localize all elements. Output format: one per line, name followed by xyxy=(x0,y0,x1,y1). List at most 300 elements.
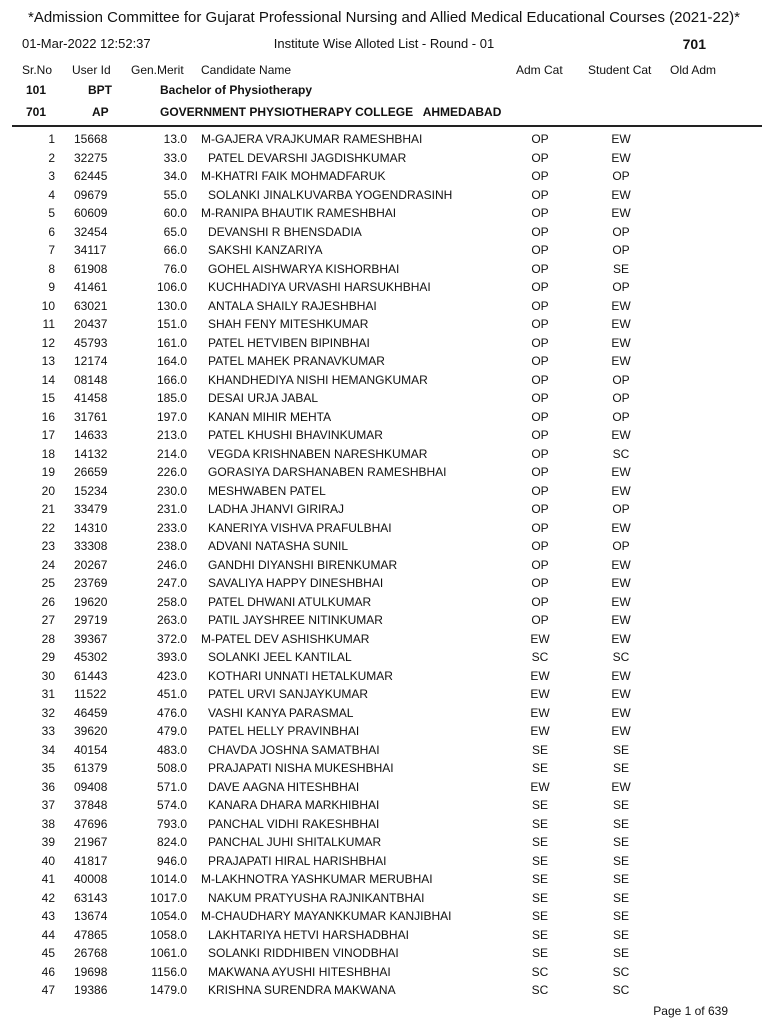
cell-gen-merit: 197.0 xyxy=(156,409,187,424)
cell-sr-no: 47 xyxy=(41,983,55,997)
cell-candidate-name: SOLANKI RIDDHIBEN VINODBHAI xyxy=(208,946,399,960)
table-row xyxy=(0,482,768,501)
cell-sr-no: 43 xyxy=(41,909,55,923)
table-row xyxy=(0,241,768,260)
cell-adm-cat: OP xyxy=(531,243,549,257)
cell-user-id: 11522 xyxy=(74,687,107,701)
table-row xyxy=(0,741,768,760)
cell-adm-cat: OP xyxy=(531,391,549,405)
cell-gen-merit: 571.0 xyxy=(156,779,187,794)
cell-student-cat: SE xyxy=(612,853,629,868)
cell-student-cat: SE xyxy=(612,798,629,812)
cell-student-cat: EW xyxy=(611,187,631,202)
cell-adm-cat: SE xyxy=(531,872,548,886)
cell-user-id: 47865 xyxy=(74,927,108,942)
cell-student-cat: SE xyxy=(612,946,629,960)
cell-student-cat: EW xyxy=(611,613,631,627)
cell-gen-merit: 479.0 xyxy=(156,724,187,738)
cell-candidate-name: LADHA JHANVI GIRIRAJ xyxy=(208,502,345,516)
cell-gen-merit: 1054.0 xyxy=(150,909,187,923)
cell-student-cat: EW xyxy=(611,132,631,146)
col-header-old-adm: Old Adm xyxy=(670,63,717,77)
cell-adm-cat: SE xyxy=(531,798,548,812)
cell-sr-no: 4 xyxy=(48,187,55,202)
cell-candidate-name: SAKSHI KANZARIYA xyxy=(208,243,323,257)
cell-adm-cat: OP xyxy=(531,150,549,165)
cell-user-id: 34117 xyxy=(74,243,107,257)
cell-gen-merit: 1058.0 xyxy=(150,927,187,942)
cell-candidate-name: DESAI URJA JABAL xyxy=(208,391,319,405)
cell-sr-no: 7 xyxy=(48,243,55,257)
cell-student-cat: SE xyxy=(612,261,629,276)
cell-user-id: 23769 xyxy=(74,576,108,590)
table-row xyxy=(0,815,768,834)
cell-student-cat: EW xyxy=(611,576,631,590)
cell-candidate-name: M-CHAUDHARY MAYANKKUMAR KANJIBHAI xyxy=(201,909,452,923)
cell-user-id: 41458 xyxy=(74,391,108,405)
cell-gen-merit: 226.0 xyxy=(156,465,187,479)
cell-sr-no: 28 xyxy=(41,631,55,646)
cell-user-id: 45302 xyxy=(74,650,108,664)
cell-user-id: 15668 xyxy=(74,132,108,146)
cell-adm-cat: OP xyxy=(531,335,549,350)
table-row xyxy=(0,574,768,593)
course-short: BPT xyxy=(88,83,112,97)
cell-sr-no: 12 xyxy=(41,335,55,350)
cell-user-id: 19386 xyxy=(74,983,108,997)
cell-gen-merit: 946.0 xyxy=(156,853,187,868)
table-row xyxy=(0,667,768,686)
cell-student-cat: EW xyxy=(611,317,631,331)
cell-sr-no: 45 xyxy=(41,946,55,960)
cell-gen-merit: 476.0 xyxy=(156,705,187,720)
cell-user-id: 33479 xyxy=(74,502,108,516)
cell-student-cat: SE xyxy=(612,909,629,923)
cell-gen-merit: 238.0 xyxy=(156,539,187,553)
cell-user-id: 09679 xyxy=(74,187,108,202)
cell-student-cat: SC xyxy=(612,983,630,997)
cell-sr-no: 34 xyxy=(41,742,55,757)
cell-candidate-name: M-RANIPA BHAUTIK RAMESHBHAI xyxy=(201,206,397,220)
cell-gen-merit: 483.0 xyxy=(156,742,187,757)
cell-user-id: 19698 xyxy=(74,964,108,979)
cell-user-id: 31761 xyxy=(74,409,108,424)
cell-user-id: 19620 xyxy=(74,594,108,609)
cell-candidate-name: PATEL DEVARSHI JAGDISHKUMAR xyxy=(208,150,407,165)
cell-adm-cat: OP xyxy=(531,465,549,479)
cell-user-id: 46459 xyxy=(74,705,108,720)
cell-student-cat: EW xyxy=(611,483,631,498)
cell-adm-cat: EW xyxy=(530,705,550,720)
cell-adm-cat: OP xyxy=(531,317,549,331)
cell-user-id: 26659 xyxy=(74,465,108,479)
cell-candidate-name: PANCHAL VIDHI RAKESHBHAI xyxy=(208,816,380,831)
cell-student-cat: SE xyxy=(612,761,629,775)
cell-adm-cat: OP xyxy=(531,372,549,387)
cell-gen-merit: 793.0 xyxy=(156,816,187,831)
cell-sr-no: 2 xyxy=(48,150,55,165)
cell-candidate-name: ANTALA SHAILY RAJESHBHAI xyxy=(208,298,377,313)
cell-candidate-name: MAKWANA AYUSHI HITESHBHAI xyxy=(208,964,391,979)
cell-gen-merit: 246.0 xyxy=(156,557,187,572)
table-row xyxy=(0,519,768,538)
cell-gen-merit: 1061.0 xyxy=(150,946,187,960)
allotment-table xyxy=(0,130,768,1000)
cell-candidate-name: KHANDHEDIYA NISHI HEMANGKUMAR xyxy=(208,372,428,387)
cell-sr-no: 8 xyxy=(48,261,55,276)
cell-user-id: 20437 xyxy=(74,317,108,331)
cell-sr-no: 24 xyxy=(41,557,55,572)
table-row xyxy=(0,278,768,297)
cell-student-cat: EW xyxy=(611,687,631,701)
table-row xyxy=(0,685,768,704)
institute-name: GOVERNMENT PHYSIOTHERAPY COLLEGE AHMEDABAD xyxy=(160,105,502,119)
table-row xyxy=(0,944,768,963)
cell-gen-merit: 1479.0 xyxy=(150,983,187,997)
col-header-sr: Sr.No xyxy=(22,63,53,77)
cell-user-id: 61443 xyxy=(74,668,108,683)
table-row xyxy=(0,167,768,186)
cell-gen-merit: 66.0 xyxy=(163,243,187,257)
cell-adm-cat: SE xyxy=(531,761,548,775)
cell-student-cat: OP xyxy=(612,409,630,424)
table-row xyxy=(0,260,768,279)
cell-candidate-name: PATEL HETVIBEN BIPINBHAI xyxy=(208,335,370,350)
cell-candidate-name: GANDHI DIYANSHI BIRENKUMAR xyxy=(208,557,398,572)
cell-candidate-name: SAVALIYA HAPPY DINESHBHAI xyxy=(208,576,384,590)
cell-gen-merit: 423.0 xyxy=(156,668,187,683)
cell-gen-merit: 574.0 xyxy=(156,798,187,812)
cell-candidate-name: DAVE AAGNA HITESHBHAI xyxy=(208,779,360,794)
cell-sr-no: 40 xyxy=(41,853,55,868)
cell-sr-no: 25 xyxy=(41,576,55,590)
table-row xyxy=(0,870,768,889)
cell-user-id: 39367 xyxy=(74,631,108,646)
table-row xyxy=(0,981,768,1000)
cell-sr-no: 9 xyxy=(48,280,55,294)
cell-user-id: 40154 xyxy=(74,742,108,757)
cell-adm-cat: EW xyxy=(530,687,550,701)
cell-candidate-name: PATIL JAYSHREE NITINKUMAR xyxy=(208,613,383,627)
cell-sr-no: 22 xyxy=(41,520,55,535)
cell-adm-cat: OP xyxy=(531,428,549,442)
cell-candidate-name: PATEL HELLY PRAVINBHAI xyxy=(208,724,360,738)
cell-gen-merit: 230.0 xyxy=(156,483,187,498)
cell-candidate-name: PRAJAPATI HIRAL HARISHBHAI xyxy=(208,853,387,868)
table-row xyxy=(0,556,768,575)
cell-gen-merit: 151.0 xyxy=(156,317,187,331)
table-row xyxy=(0,408,768,427)
cell-sr-no: 5 xyxy=(48,206,55,220)
cell-student-cat: OP xyxy=(612,224,630,239)
cell-student-cat: EW xyxy=(611,779,631,794)
cell-sr-no: 21 xyxy=(41,502,55,516)
cell-candidate-name: KANERIYA VISHVA PRAFULBHAI xyxy=(208,520,392,535)
col-header-student-cat: Student Cat xyxy=(588,63,652,77)
cell-adm-cat: OP xyxy=(531,446,549,461)
cell-gen-merit: 247.0 xyxy=(156,576,187,590)
page-indicator: Page 1 of 639 xyxy=(653,1004,728,1018)
cell-user-id: 14310 xyxy=(74,520,108,535)
cell-gen-merit: 508.0 xyxy=(156,761,187,775)
cell-candidate-name: PATEL URVI SANJAYKUMAR xyxy=(208,687,369,701)
cell-gen-merit: 824.0 xyxy=(156,835,187,849)
cell-adm-cat: SE xyxy=(531,927,548,942)
cell-student-cat: SC xyxy=(612,446,630,461)
cell-gen-merit: 161.0 xyxy=(156,335,187,350)
table-row xyxy=(0,759,768,778)
cell-student-cat: SE xyxy=(612,816,629,831)
cell-sr-no: 38 xyxy=(41,816,55,831)
cell-gen-merit: 130.0 xyxy=(156,298,187,313)
cell-gen-merit: 164.0 xyxy=(156,354,187,368)
table-row xyxy=(0,833,768,852)
cell-sr-no: 33 xyxy=(41,724,55,738)
cell-student-cat: EW xyxy=(611,668,631,683)
cell-student-cat: EW xyxy=(611,428,631,442)
cell-sr-no: 46 xyxy=(41,964,55,979)
cell-gen-merit: 33.0 xyxy=(163,150,187,165)
cell-user-id: 63143 xyxy=(74,890,108,905)
cell-adm-cat: OP xyxy=(531,409,549,424)
cell-sr-no: 36 xyxy=(41,779,55,794)
cell-student-cat: OP xyxy=(612,502,630,516)
cell-student-cat: SC xyxy=(612,650,630,664)
cell-user-id: 47696 xyxy=(74,816,108,831)
cell-adm-cat: SC xyxy=(531,983,549,997)
cell-student-cat: SC xyxy=(612,964,630,979)
table-row xyxy=(0,778,768,797)
table-row xyxy=(0,648,768,667)
cell-adm-cat: SC xyxy=(531,964,549,979)
cell-student-cat: SE xyxy=(612,927,629,942)
cell-gen-merit: 76.0 xyxy=(163,261,187,276)
cell-student-cat: OP xyxy=(612,539,630,553)
cell-sr-no: 29 xyxy=(41,650,55,664)
cell-user-id: 61908 xyxy=(74,261,108,276)
cell-candidate-name: VEGDA KRISHNABEN NARESHKUMAR xyxy=(208,446,428,461)
cell-sr-no: 11 xyxy=(42,317,55,331)
table-row xyxy=(0,389,768,408)
cell-student-cat: OP xyxy=(612,372,630,387)
cell-adm-cat: OP xyxy=(531,169,549,183)
table-row xyxy=(0,704,768,723)
cell-sr-no: 35 xyxy=(41,761,55,775)
table-row xyxy=(0,537,768,556)
cell-adm-cat: OP xyxy=(531,557,549,572)
cell-sr-no: 42 xyxy=(41,890,55,905)
cell-student-cat: OP xyxy=(612,169,630,183)
cell-student-cat: OP xyxy=(612,280,630,294)
table-row xyxy=(0,907,768,926)
cell-candidate-name: KOTHARI UNNATI HETALKUMAR xyxy=(208,668,393,683)
cell-candidate-name: M-LAKHNOTRA YASHKUMAR MERUBHAI xyxy=(201,872,433,886)
list-subtitle: Institute Wise Alloted List - Round - 01 xyxy=(273,36,495,51)
cell-user-id: 08148 xyxy=(74,372,108,387)
cell-adm-cat: SE xyxy=(531,853,548,868)
cell-student-cat: SE xyxy=(612,835,629,849)
cell-adm-cat: OP xyxy=(531,502,549,516)
cell-adm-cat: SE xyxy=(531,946,548,960)
cell-adm-cat: OP xyxy=(531,613,549,627)
cell-sr-no: 19 xyxy=(41,465,55,479)
cell-student-cat: EW xyxy=(611,705,631,720)
cell-candidate-name: M-PATEL DEV ASHISHKUMAR xyxy=(201,631,370,646)
cell-candidate-name: SHAH FENY MITESHKUMAR xyxy=(208,317,369,331)
cell-sr-no: 14 xyxy=(41,372,55,387)
cell-candidate-name: SOLANKI JINALKUVARBA YOGENDRASINH xyxy=(208,187,453,202)
cell-gen-merit: 258.0 xyxy=(156,594,187,609)
cell-gen-merit: 60.0 xyxy=(163,206,187,220)
cell-user-id: 41817 xyxy=(74,853,108,868)
cell-adm-cat: EW xyxy=(530,668,550,683)
cell-gen-merit: 231.0 xyxy=(156,502,187,516)
table-row xyxy=(0,186,768,205)
cell-user-id: 32275 xyxy=(74,150,108,165)
cell-user-id: 32454 xyxy=(74,224,108,239)
cell-user-id: 39620 xyxy=(74,724,108,738)
cell-user-id: 26768 xyxy=(74,946,108,960)
table-row xyxy=(0,334,768,353)
cell-candidate-name: DEVANSHI R BHENSDADIA xyxy=(208,224,362,239)
cell-candidate-name: GORASIYA DARSHANABEN RAMESHBHAI xyxy=(208,465,447,479)
cell-candidate-name: KANARA DHARA MARKHIBHAI xyxy=(208,798,380,812)
cell-candidate-name: SOLANKI JEEL KANTILAL xyxy=(208,650,352,664)
cell-sr-no: 26 xyxy=(41,594,55,609)
cell-user-id: 61379 xyxy=(74,761,108,775)
cell-gen-merit: 55.0 xyxy=(163,187,187,202)
cell-adm-cat: OP xyxy=(531,354,549,368)
table-row xyxy=(0,963,768,982)
cell-user-id: 09408 xyxy=(74,779,108,794)
cell-adm-cat: OP xyxy=(531,298,549,313)
cell-student-cat: SE xyxy=(612,890,629,905)
institute-short: AP xyxy=(92,105,109,119)
cell-adm-cat: SE xyxy=(531,909,548,923)
cell-user-id: 21967 xyxy=(74,835,108,849)
institute-code: 701 xyxy=(26,105,47,119)
cell-gen-merit: 185.0 xyxy=(156,391,187,405)
table-row xyxy=(0,315,768,334)
cell-adm-cat: SE xyxy=(531,890,548,905)
print-timestamp: 01-Mar-2022 12:52:37 xyxy=(22,36,151,51)
cell-candidate-name: PATEL MAHEK PRANAVKUMAR xyxy=(208,354,385,368)
cell-candidate-name: NAKUM PRATYUSHA RAJNIKANTBHAI xyxy=(208,890,425,905)
cell-sr-no: 3 xyxy=(48,169,55,183)
cell-adm-cat: SE xyxy=(531,816,548,831)
col-header-merit: Gen.Merit xyxy=(131,63,184,77)
cell-sr-no: 30 xyxy=(41,668,55,683)
cell-adm-cat: OP xyxy=(531,576,549,590)
cell-candidate-name: MESHWABEN PATEL xyxy=(208,483,326,498)
cell-sr-no: 27 xyxy=(41,613,55,627)
table-row xyxy=(0,796,768,815)
cell-sr-no: 10 xyxy=(41,298,55,313)
cell-candidate-name: PATEL KHUSHI BHAVINKUMAR xyxy=(208,428,383,442)
header-divider xyxy=(12,125,762,127)
cell-gen-merit: 1156.0 xyxy=(151,964,187,979)
cell-sr-no: 44 xyxy=(41,927,55,942)
cell-candidate-name: LAKHTARIYA HETVI HARSHADBHAI xyxy=(208,927,409,942)
cell-student-cat: EW xyxy=(611,354,631,368)
cell-candidate-name: CHAVDA JOSHNA SAMATBHAI xyxy=(208,742,380,757)
table-row xyxy=(0,463,768,482)
cell-adm-cat: EW xyxy=(530,779,550,794)
cell-student-cat: EW xyxy=(611,298,631,313)
cell-gen-merit: 34.0 xyxy=(163,169,187,183)
cell-sr-no: 1 xyxy=(48,132,55,146)
cell-user-id: 40008 xyxy=(74,872,108,886)
cell-user-id: 60609 xyxy=(74,206,108,220)
cell-student-cat: EW xyxy=(611,557,631,572)
table-row xyxy=(0,426,768,445)
cell-adm-cat: OP xyxy=(531,187,549,202)
cell-student-cat: EW xyxy=(611,520,631,535)
cell-candidate-name: M-GAJERA VRAJKUMAR RAMESHBHAI xyxy=(201,132,423,146)
cell-user-id: 13674 xyxy=(74,909,108,923)
cell-user-id: 62445 xyxy=(74,169,108,183)
table-row xyxy=(0,889,768,908)
cell-gen-merit: 106.0 xyxy=(156,280,187,294)
cell-user-id: 20267 xyxy=(74,557,108,572)
table-row xyxy=(0,500,768,519)
cell-sr-no: 13 xyxy=(41,354,55,368)
table-row xyxy=(0,630,768,649)
cell-adm-cat: OP xyxy=(531,539,549,553)
cell-sr-no: 6 xyxy=(48,224,55,239)
table-row xyxy=(0,722,768,741)
cell-student-cat: EW xyxy=(611,631,631,646)
cell-candidate-name: VASHI KANYA PARASMAL xyxy=(208,705,354,720)
cell-adm-cat: OP xyxy=(531,483,549,498)
cell-candidate-name: KRISHNA SURENDRA MAKWANA xyxy=(208,983,396,997)
col-header-name: Candidate Name xyxy=(201,63,292,77)
cell-sr-no: 31 xyxy=(41,687,55,701)
table-row xyxy=(0,130,768,149)
cell-gen-merit: 233.0 xyxy=(156,520,187,535)
course-code: 101 xyxy=(26,83,47,97)
cell-adm-cat: OP xyxy=(531,132,549,146)
col-header-user-id: User Id xyxy=(72,63,111,77)
cell-gen-merit: 393.0 xyxy=(156,650,187,664)
cell-candidate-name: PANCHAL JUHI SHITALKUMAR xyxy=(208,835,382,849)
table-row xyxy=(0,149,768,168)
cell-student-cat: EW xyxy=(611,150,631,165)
cell-student-cat: EW xyxy=(611,724,631,738)
cell-student-cat: SE xyxy=(612,872,629,886)
cell-adm-cat: OP xyxy=(531,520,549,535)
cell-candidate-name: M-KHATRI FAIK MOHMADFARUK xyxy=(201,169,386,183)
cell-gen-merit: 372.0 xyxy=(156,631,187,646)
cell-adm-cat: SE xyxy=(531,742,548,757)
course-name: Bachelor of Physiotherapy xyxy=(160,83,313,97)
cell-adm-cat: OP xyxy=(531,224,549,239)
cell-gen-merit: 1014.0 xyxy=(150,872,187,886)
table-row xyxy=(0,204,768,223)
cell-user-id: 37848 xyxy=(74,798,108,812)
cell-sr-no: 15 xyxy=(41,391,55,405)
cell-gen-merit: 166.0 xyxy=(156,372,187,387)
cell-adm-cat: EW xyxy=(530,724,550,738)
cell-candidate-name: PRAJAPATI NISHA MUKESHBHAI xyxy=(208,761,394,775)
cell-candidate-name: KANAN MIHIR MEHTA xyxy=(208,409,332,424)
table-row xyxy=(0,926,768,945)
cell-sr-no: 16 xyxy=(41,409,55,424)
cell-gen-merit: 213.0 xyxy=(156,428,187,442)
cell-sr-no: 17 xyxy=(41,428,55,442)
cell-sr-no: 39 xyxy=(41,835,55,849)
table-row xyxy=(0,445,768,464)
